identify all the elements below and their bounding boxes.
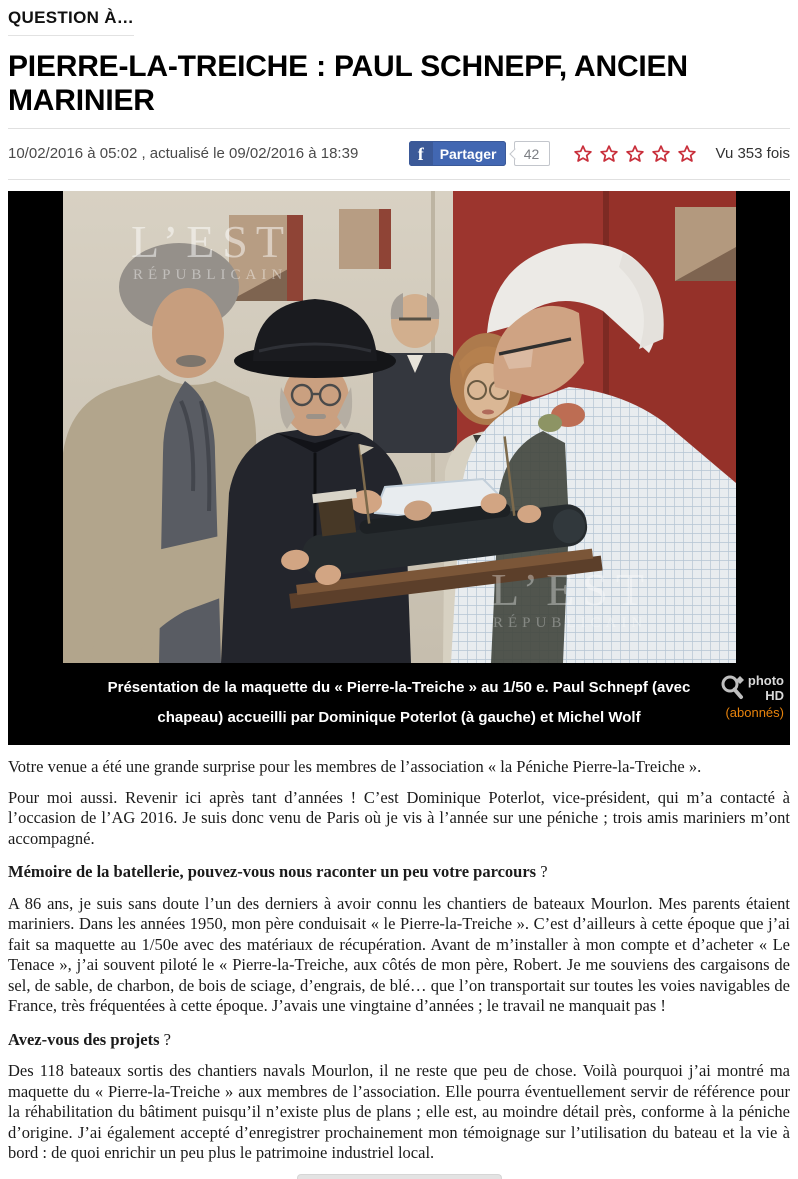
article-photo-illustration (63, 191, 736, 663)
watermark-bottom-right (491, 564, 652, 631)
photo-caption-bar (8, 663, 790, 745)
dateline: 10/02/2016 à 05:02 , actualisé le 09/02/2016 à 18:39 (8, 145, 359, 162)
share-cluster (409, 141, 790, 166)
facebook-share-label: Partager (439, 145, 497, 162)
svg-text:L’EST: L’EST (490, 564, 652, 615)
star-icon[interactable] (624, 143, 646, 165)
article-photo-block (8, 191, 790, 745)
star-icon[interactable] (598, 143, 620, 165)
star-icon[interactable] (572, 143, 594, 165)
paragraph-intro-2: Pour moi aussi. Revenir ici après tant d’années ! C’est Dominique Poterlot, vice-président, qui m’a contacté à l’occasion de l’AG 2016. Je suis donc venu de Paris où je vis à l’année sur une péniche ; trois amis mariniers m’ont accompagné. (8, 787, 790, 848)
facebook-icon: f (409, 141, 433, 166)
svg-text:RÉPUBLICAIN: RÉPUBLICAIN (132, 267, 287, 283)
svg-text:RÉPUBLICAIN: RÉPUBLICAIN (492, 615, 647, 631)
question-text: Mémoire de la batellerie, pouvez-vous nous raconter un peu votre parcours (8, 862, 537, 881)
rating-stars[interactable] (570, 143, 700, 165)
svg-text:L’EST: L’EST (130, 216, 292, 267)
question-heading-1 (8, 862, 790, 883)
next-module-peek (297, 1174, 502, 1179)
question-text: Avez-vous des projets (8, 1029, 160, 1049)
watermark-top-left (131, 216, 292, 283)
facebook-share-button[interactable] (409, 141, 506, 166)
article-photo[interactable] (63, 191, 736, 663)
question-mark: ? (159, 1029, 171, 1049)
photo-hd-badge[interactable] (696, 673, 784, 720)
article-body (8, 745, 790, 1164)
view-count: Vu 353 fois (715, 145, 790, 162)
star-icon[interactable] (676, 143, 698, 165)
photo-caption: Présentation de la maquette du « Pierre-la-Treiche » au 1/50 e. Paul Schnepf (avec chapeau) accueilli par Dominique Poterlot (à gauche) et Michel Wolf (107, 679, 691, 726)
magnifier-plus-icon (718, 673, 748, 703)
star-icon[interactable] (650, 143, 672, 165)
section-kicker[interactable]: QUESTION À… (8, 8, 134, 36)
photo-hd-label-2: HD (765, 688, 784, 703)
photo-hd-subscribers-label: (abonnés) (725, 705, 784, 720)
photo-hd-label-1: photo (747, 673, 784, 688)
question-heading-2 (8, 1030, 790, 1051)
paragraph-answer-1: A 86 ans, je suis sans doute l’un des derniers à avoir connu les chantiers de bateaux Mourlon. Mes parents étaient mariniers. Dans les années 1950, mon père conduisait « le Pierre-la-Treiche ». C’est d’ailleurs à cette époque que j’ai fait sa maquette au 1/50e avec des matériaux de récupération. Avant de m’installer à mon compte et d’acheter « Le Tenace », j’ai souvent piloté le « Pierre-la-Treiche, aux côtés de mon père, Robert. Je me souviens des cargaisons de sel, de sable, de charbon, de bois de sciage, d’engrais, de blé… que l’on transportait sur toutes les voies navigables de France, très fréquentées à cette époque. J’avais une vingtaine d’années ; le travail ne manquait pas ! (8, 893, 790, 1015)
paragraph-intro-1: Votre venue a été une grande surprise pour les membres de l’association « la Péniche Pierre-la-Treiche ». (8, 757, 702, 776)
question-mark: ? (536, 862, 548, 881)
facebook-share-count: 42 (514, 141, 550, 166)
paragraph-answer-2: Des 118 bateaux sortis des chantiers navals Mourlon, il ne reste que peu de chose. Voilà pourquoi j’ai montré ma maquette du « Pierre-la-Treiche » aux membres de l’association. Elle pourra éventuellement servir de référence pour la réhabilitation du bâtiment puisqu’il n’existe plus de plans ; elle est, au moindre détail près, conforme à la péniche d’origine. J’ai également accepté d’enregistrer prochainement mon témoignage sur l’utilisation du bateau et la vie à bord : de quoi enrichir un peu plus le patrimoine industriel local. (8, 1061, 790, 1162)
article-title: PIERRE-LA-TREICHE : PAUL SCHNEPF, ANCIEN MARINIER (8, 50, 688, 117)
divider-bottom (8, 179, 790, 180)
meta-row (8, 129, 790, 179)
